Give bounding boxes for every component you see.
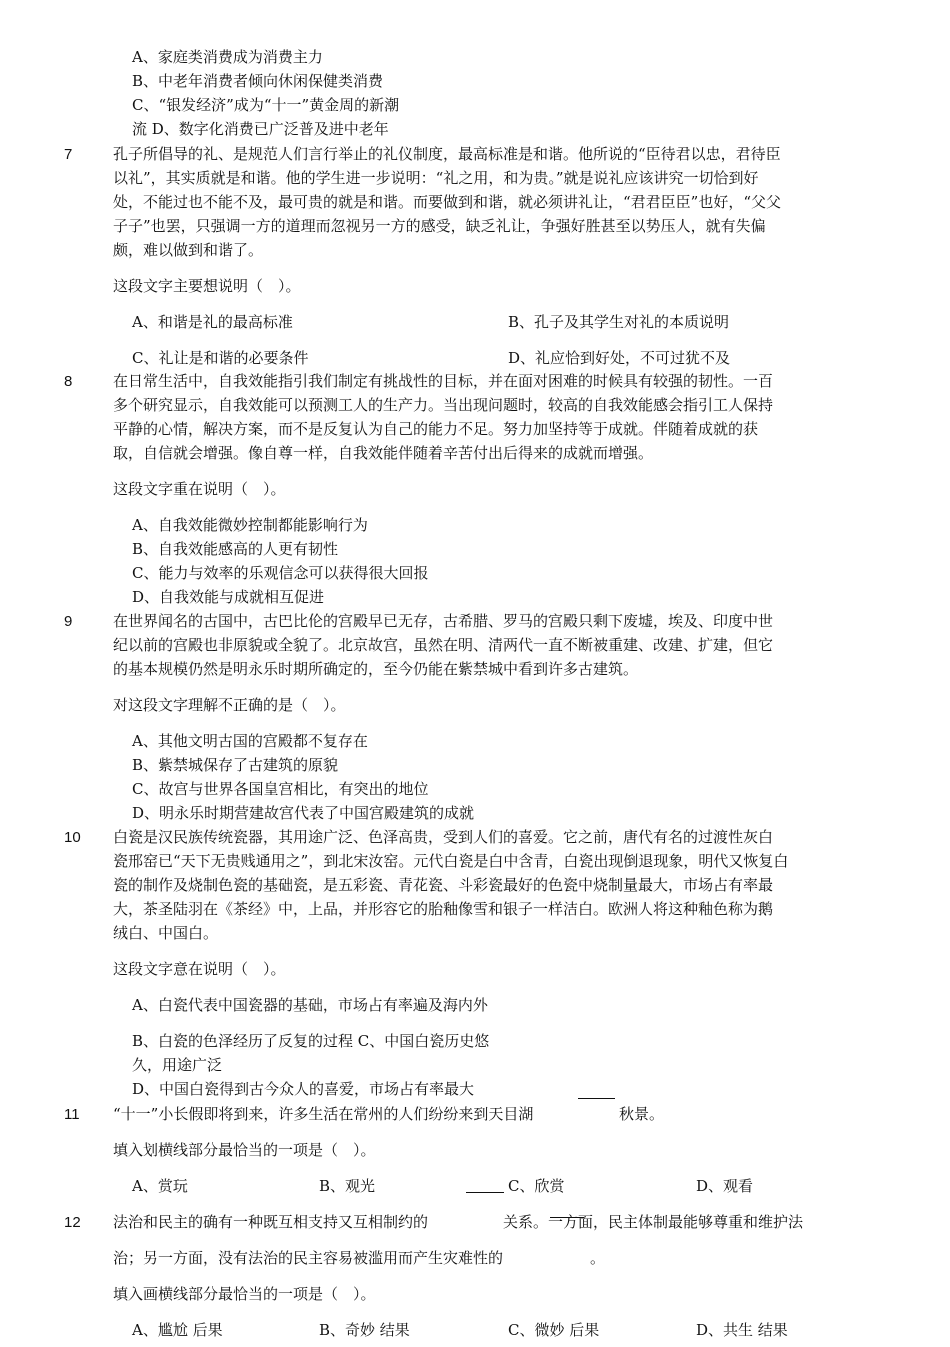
q11-option-b: B、观光 [319,1177,376,1195]
blank-underline [466,1192,504,1193]
q10-number: 10 [64,829,81,846]
q12-question: 填入画横线部分最恰当的一项是（ ）。 [113,1285,376,1303]
q10-passage-line: 瓷的制作及烧制色瓷的基础瓷，是五彩瓷、青花瓷、斗彩瓷最好的色瓷中烧制量最大，市场占有率最 [113,876,774,894]
q7-question: 这段文字主要想说明（ ）。 [113,277,301,295]
q12-option-b: B、奇妙 结果 [319,1321,410,1339]
q11-question: 填入划横线部分最恰当的一项是（ ）。 [113,1141,376,1159]
q7-passage-line: 处，不能过也不能不及，最可贵的就是和谐。而要做到和谐，就必须讲礼让，“君君臣臣”也好，“父父 [113,193,782,211]
q10-passage-line: 绒白、中国白。 [113,924,219,942]
q12-line2-part2: 。 [590,1249,606,1267]
q10-option-b-c: B、白瓷的色泽经历了反复的过程 C、中国白瓷历史悠 [132,1032,490,1050]
q10-passage-line: 瓷邢窑已“天下无贵贱通用之”，到北宋汝窑。元代白瓷是白中含青，白瓷出现倒退现象，明代又恢复白 [113,852,789,870]
q9-option-a: A、其他文明古国的宫殿都不复存在 [132,732,368,750]
q12-option-a: A、尴尬 后果 [132,1321,223,1339]
q7-passage-line: 颇，难以做到和谐了。 [113,241,264,259]
q10-question: 这段文字意在说明（ ）。 [113,960,286,978]
q9-option-d: D、明永乐时期营建故宫代表了中国宫殿建筑的成就 [132,804,475,822]
q11-option-c: C、欣赏 [508,1177,565,1195]
q11-number: 11 [64,1106,80,1123]
q10-passage-line: 大，茶圣陆羽在《茶经》中，上品，并形容它的胎釉像雪和银子一样洁白。欧洲人将这种釉色称为鹅 [113,900,774,918]
q8-passage-line: 多个研究显示，自我效能可以预测工人的生产力。当出现问题时，较高的自我效能感会指引工人保持 [113,396,774,414]
q10-option-c-cont: 久，用途广泛 [132,1056,223,1074]
q9-passage-line: 纪以前的宫殿也非原貌或全貌了。北京故宫，虽然在明、清两代一直不断被重建、改建、扩建，但它 [113,636,774,654]
q7-passage-line: 以礼”，其实质就是和谐。他的学生进一步说明：“礼之用，和为贵。”就是说礼应该讲究一切恰到好 [113,169,759,187]
q9-passage-line: 在世界闻名的古国中，古巴比伦的宫殿早已无存，古希腊、罗马的宫殿只剩下废墟，埃及、印度中世 [113,612,774,630]
q9-question: 对这段文字理解不正确的是（ ）。 [113,696,346,714]
q7-passage-line: 子子”也罢，只强调一方的道理而忽视另一方的感受，缺乏礼让，争强好胜甚至以势压人，就有失偏 [113,217,766,235]
q8-passage-line: 平静的心情，解决方案，而不是反复认为自己的能力不足。努力加坚持等于成就。伴随着成就的获 [113,420,759,438]
q11-option-d: D、观看 [696,1177,754,1195]
q7-option-c: C、礼让是和谐的必要条件 [132,349,309,367]
blank-underline [550,1217,584,1218]
q6-option-b: B、中老年消费者倾向休闲保健类消费 [132,72,384,90]
q6-option-c-cont-d: 流 D、数字化消费已广泛普及进中老年 [132,120,389,138]
q9-option-c: C、故宫与世界各国皇宫相比，有突出的地位 [132,780,429,798]
q10-option-a: A、白瓷代表中国瓷器的基础，市场占有率遍及海内外 [132,996,488,1014]
q7-option-b: B、孔子及其学生对礼的本质说明 [508,313,730,331]
q12-number: 12 [64,1214,81,1231]
q11-passage-part1: “十一”小长假即将到来，许多生活在常州的人们纷纷来到天目湖 [113,1105,534,1123]
q7-passage-line: 孔子所倡导的礼、是规范人们言行举止的礼仪制度，最高标准是和谐。他所说的“臣待君以忠，君待臣 [113,145,781,163]
q12-line1-part1: 法治和民主的确有一种既互相支持又互相制约的 [113,1213,429,1231]
q7-number: 7 [64,146,73,163]
blank-underline [578,1098,615,1099]
q11-passage-part2: 秋景。 [619,1105,665,1123]
q12-option-c: C、微妙 后果 [508,1321,600,1339]
q8-option-a: A、自我效能微妙控制都能影响行为 [132,516,368,534]
q12-line1-part2: 关系。一方面，民主体制最能够尊重和维护法 [503,1213,804,1231]
q10-passage-line: 白瓷是汉民族传统瓷器，其用途广泛、色泽高贵，受到人们的喜爱。它之前，唐代有名的过渡性灰白 [113,828,774,846]
q8-question: 这段文字重在说明（ ）。 [113,480,286,498]
q9-option-b: B、紫禁城保存了古建筑的原貌 [132,756,339,774]
q7-option-d: D、礼应恰到好处，不可过犹不及 [508,349,731,367]
q10-option-d: D、中国白瓷得到古今众人的喜爱，市场占有率最大 [132,1080,475,1098]
q6-option-c: C、“银发经济”成为“十一”黄金周的新潮 [132,96,400,114]
q7-option-a: A、和谐是礼的最高标准 [132,313,293,331]
q8-passage-line: 在日常生活中，自我效能指引我们制定有挑战性的目标，并在面对困难的时候具有较强的韧性。一百 [113,372,774,390]
q11-option-a: A、赏玩 [132,1177,188,1195]
q8-number: 8 [64,373,73,390]
q8-option-d: D、自我效能与成就相互促进 [132,588,325,606]
q12-line2-part1: 治；另一方面，没有法治的民主容易被滥用而产生灾难性的 [113,1249,504,1267]
q8-option-b: B、自我效能感高的人更有韧性 [132,540,339,558]
q8-option-c: C、能力与效率的乐观信念可以获得很大回报 [132,564,429,582]
q9-number: 9 [64,613,73,630]
q8-passage-line: 取，自信就会增强。像自尊一样，自我效能伴随着辛苦付出后得来的成就而增强。 [113,444,654,462]
q6-option-a: A、家庭类消费成为消费主力 [132,48,323,66]
q12-option-d: D、共生 结果 [696,1321,788,1339]
q9-passage-line: 的基本规模仍然是明永乐时期所确定的，至今仍能在紫禁城中看到许多古建筑。 [113,660,639,678]
